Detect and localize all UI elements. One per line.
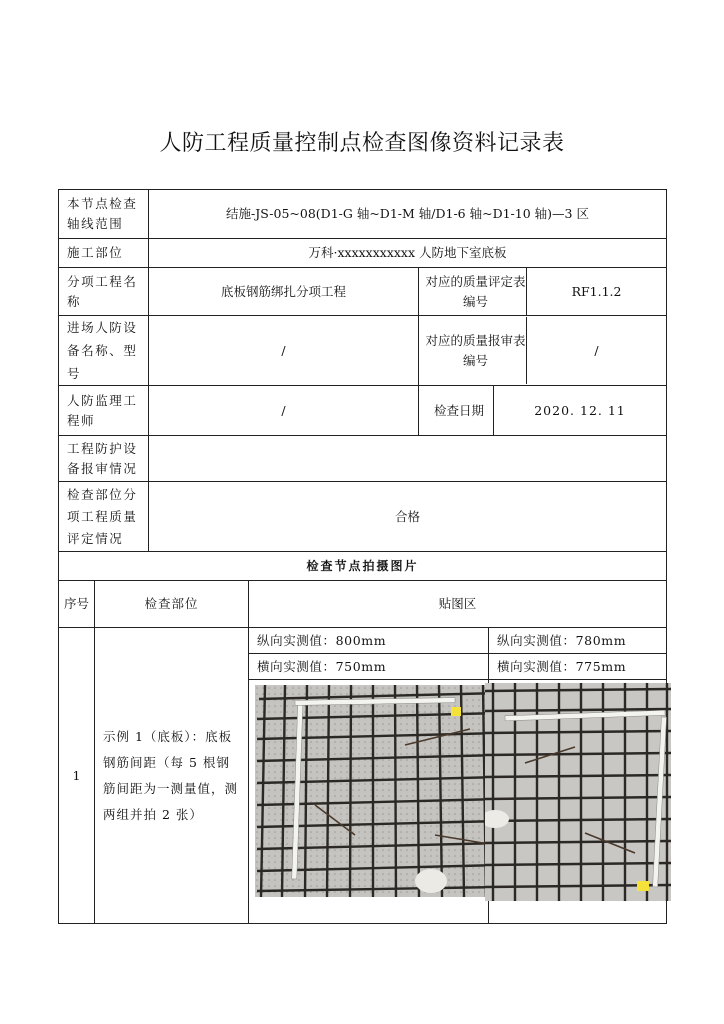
photo2-long-label: 纵向实测值：: [497, 632, 576, 648]
evaluation-label: 检查部位分项工程质量评定情况: [59, 482, 149, 552]
review-form-label: 对应的质量报审表编号: [425, 332, 526, 368]
row-location: [59, 239, 667, 268]
photo2-long-measure: [489, 628, 667, 654]
photo-section-header: 检查节点拍摄图片: [59, 552, 667, 581]
axis-range-label: 本节点检查轴线范围: [59, 190, 149, 239]
eval-form-value: [419, 268, 667, 316]
sub-project-value: 底板钢筋绑扎分项工程: [149, 268, 419, 316]
photo1-trans-measure: [249, 654, 489, 680]
col-photo-header: 贴图区: [249, 581, 667, 628]
record-table: [58, 189, 667, 924]
photo2-trans-measure: [489, 654, 667, 680]
photo2-long-value: 780mm: [575, 632, 627, 648]
col-part-header: 检查部位: [95, 581, 249, 628]
date-label: 检查日期: [433, 402, 484, 418]
row-protection: [59, 436, 667, 482]
rebar-photo-2: [485, 683, 671, 901]
photo2-trans-label: 横向实测值：: [497, 658, 576, 674]
engineer-value: /: [149, 386, 419, 436]
row-evaluation: [59, 482, 667, 552]
engineer-label: 人防监理工程师: [59, 386, 149, 436]
item-description: 示例 1（底板）：底板钢筋间距（每 5 根钢筋间距为一测量值，测两组并拍 2 张）: [95, 628, 249, 924]
row-equipment: [59, 316, 667, 386]
photo1-long-label: 纵向实测值：: [257, 632, 336, 648]
review-form-cell: [419, 316, 667, 386]
row-axis-range: [59, 190, 667, 239]
equipment-label: 进场人防设备名称、型号: [59, 316, 149, 386]
page-title: 人防工程质量控制点检查图像资料记录表: [159, 131, 565, 156]
row-photo-columns: [59, 581, 667, 628]
protection-label: 工程防护设备报审情况: [59, 436, 149, 482]
location-label: 施工部位: [59, 239, 149, 268]
item-number: 1: [59, 628, 95, 924]
col-no-header: 序号: [59, 581, 95, 628]
photo1-long-measure: [249, 628, 489, 654]
date-value: 2020. 12. 11: [493, 386, 666, 435]
row-photo-header: [59, 552, 667, 581]
photo1-trans-label: 横向实测值：: [257, 658, 336, 674]
location-value: 万科·xxxxxxxxxxx 人防地下室底板: [149, 239, 667, 268]
photo1-cell: [249, 680, 489, 924]
photo1-trans-value: 750mm: [335, 658, 387, 674]
item-row: [59, 628, 667, 654]
sub-project-label: 分项工程名称: [59, 268, 149, 316]
eval-form-number: RF1.1.2: [526, 268, 666, 315]
equipment-value: /: [149, 316, 419, 386]
photo2-cell: [489, 680, 667, 924]
row-engineer: [59, 386, 667, 436]
photo1-long-value: 800mm: [335, 632, 387, 648]
row-sub-project: [59, 268, 667, 316]
photo2-trans-value: 775mm: [575, 658, 627, 674]
evaluation-value: 合格: [149, 482, 667, 552]
axis-range-value: 结施-JS-05~08(D1-G 轴~D1-M 轴/D1-6 轴~D1-10 轴)—3 区: [149, 190, 667, 239]
date-cell: [419, 386, 667, 436]
protection-value: [149, 436, 667, 482]
review-form-number: /: [526, 317, 666, 384]
eval-form-label-text: 对应的质量评定表编号: [425, 273, 526, 309]
rebar-photo-1: [255, 685, 503, 897]
